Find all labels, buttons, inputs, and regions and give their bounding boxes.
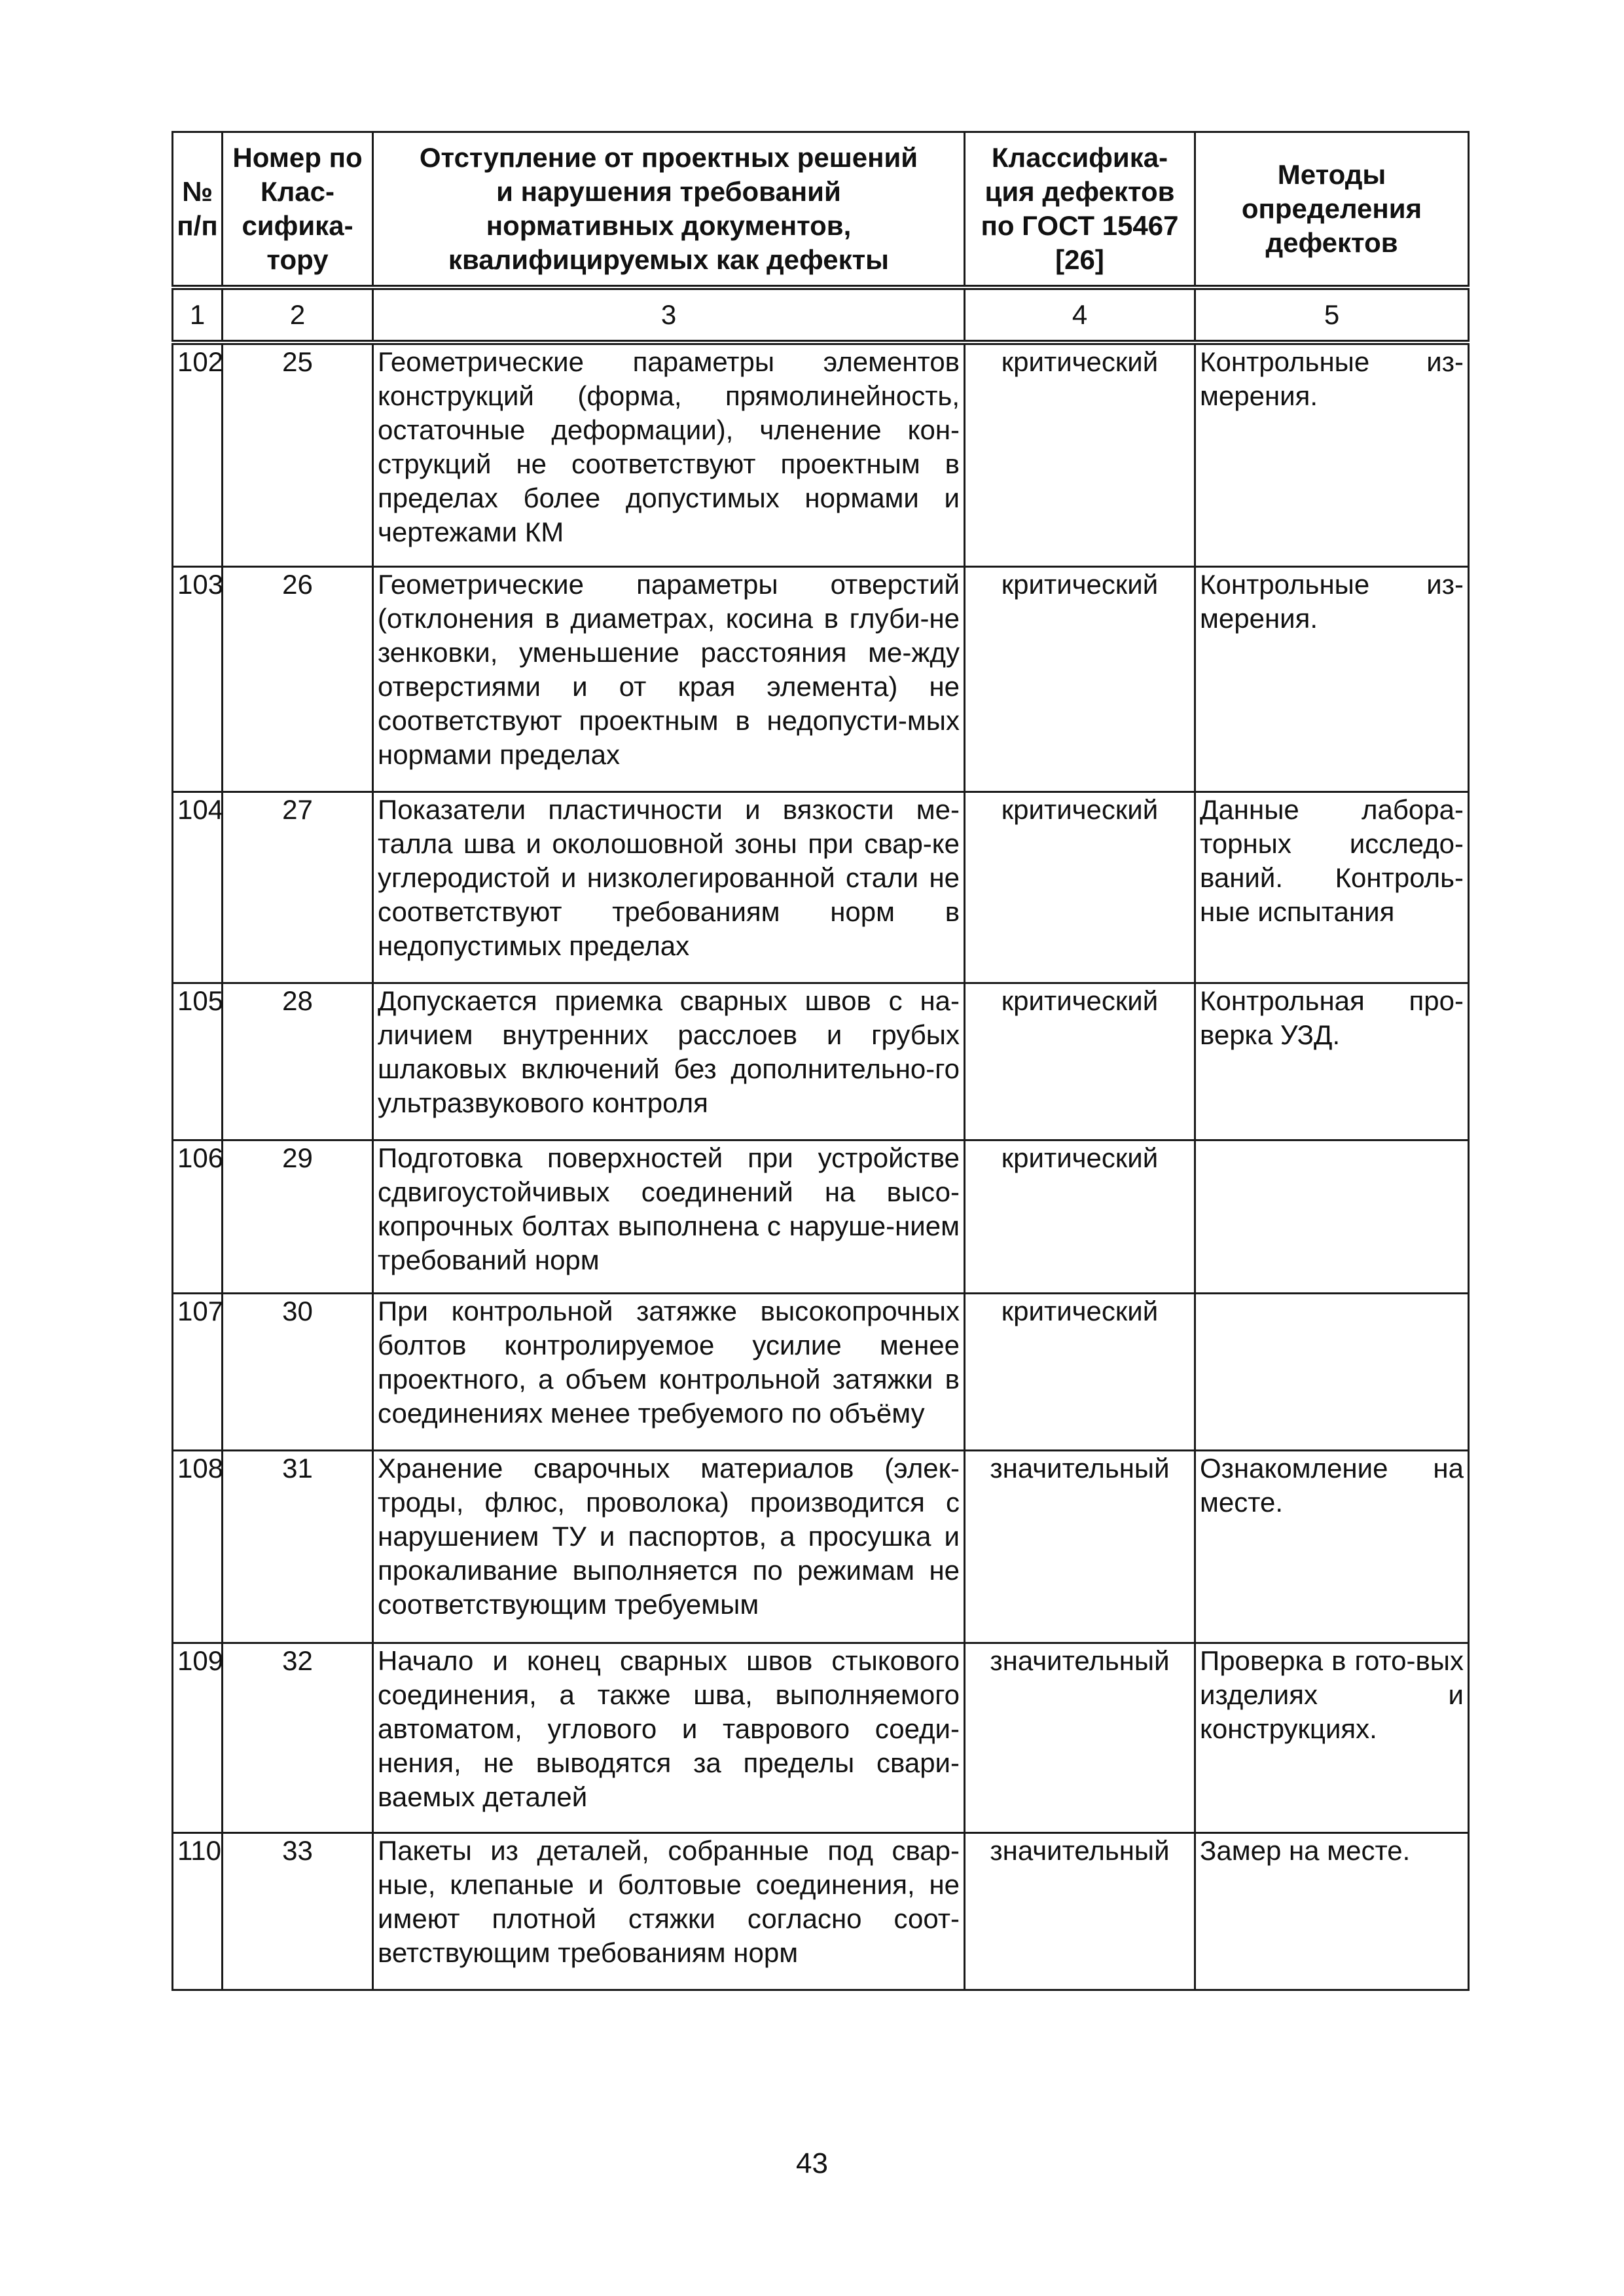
row-index: 106 (173, 1140, 223, 1293)
page-number: 43 (796, 2147, 828, 2179)
header-methods: Методы определения дефектов (1195, 132, 1469, 288)
row-classification: критический (965, 1140, 1195, 1293)
header-classification: Классифика-ция дефектов по ГОСТ 15467 [26] (965, 132, 1195, 288)
row-description: Показатели пластичности и вязкости ме-талла шва и околошовной зоны при свар-ке углеродистой и низколегированной стали не соответствуют требованиям норм в недопустимых пределах (373, 792, 965, 983)
defects-table (171, 131, 1470, 1991)
row-classifier-code: 26 (223, 566, 373, 792)
row-method (1195, 1140, 1469, 1293)
column-number-row (173, 287, 1469, 342)
row-description: Допускается приемка сварных швов с на-личием внутренних расслоев и грубых шлаковых включений без дополнительно-го ультразвукового контроля (373, 983, 965, 1140)
row-classifier-code: 33 (223, 1832, 373, 1990)
header-deviation: Отступление от проектных решений и нарушения требований нормативных документов, квалифицируемых как дефекты (373, 132, 965, 288)
row-method (1195, 1293, 1469, 1450)
table-body (173, 342, 1469, 1990)
row-classifier-code: 30 (223, 1293, 373, 1450)
column-number: 4 (965, 287, 1195, 342)
column-number: 5 (1195, 287, 1469, 342)
column-number: 2 (223, 287, 373, 342)
row-method: Замер на месте. (1195, 1832, 1469, 1990)
row-method: Контрольные из-мерения. (1195, 342, 1469, 566)
row-index: 110 (173, 1832, 223, 1990)
row-classifier-code: 28 (223, 983, 373, 1140)
row-index: 108 (173, 1450, 223, 1643)
row-index: 109 (173, 1643, 223, 1832)
row-classification: критический (965, 566, 1195, 792)
row-classifier-code: 29 (223, 1140, 373, 1293)
table-row (173, 1643, 1469, 1832)
row-description: Геометрические параметры элементов конструкций (форма, прямолинейность, остаточные деформации), членение кон-струкций не соответствуют проектным в пределах более допустимых нормами и чертежами КМ (373, 342, 965, 566)
row-classification: значительный (965, 1832, 1195, 1990)
row-method: Контрольные из-мерения. (1195, 566, 1469, 792)
row-description: Начало и конец сварных швов стыкового соединения, а также шва, выполняемого автоматом, углового и таврового соеди-нения, не выводятся за пределы свари-ваемых деталей (373, 1643, 965, 1832)
column-number: 1 (173, 287, 223, 342)
header-index: № п/п (173, 132, 223, 288)
row-index: 102 (173, 342, 223, 566)
header-classifier-number: Номер по Клас-сифика-тору (223, 132, 373, 288)
row-method: Данные лабора-торных исследо-ваний. Контроль-ные испытания (1195, 792, 1469, 983)
row-classification: критический (965, 342, 1195, 566)
row-classifier-code: 32 (223, 1643, 373, 1832)
row-index: 107 (173, 1293, 223, 1450)
table-row (173, 1832, 1469, 1990)
row-method: Ознакомление на месте. (1195, 1450, 1469, 1643)
table-row (173, 1293, 1469, 1450)
table-row (173, 983, 1469, 1140)
row-index: 105 (173, 983, 223, 1140)
row-classifier-code: 27 (223, 792, 373, 983)
row-description: Пакеты из деталей, собранные под свар-ные, клепаные и болтовые соединения, не имеют плотной стяжки согласно соот-ветствующим требованиям норм (373, 1832, 965, 1990)
table-row (173, 792, 1469, 983)
row-method: Проверка в гото-вых изделиях и конструкциях. (1195, 1643, 1469, 1832)
row-classification: значительный (965, 1643, 1195, 1832)
table-row (173, 342, 1469, 566)
table-header-row (173, 132, 1469, 288)
row-classification: критический (965, 1293, 1195, 1450)
row-classification: критический (965, 983, 1195, 1140)
column-number: 3 (373, 287, 965, 342)
row-description: Геометрические параметры отверстий (отклонения в диаметрах, косина в глуби-не зенковки, уменьшение расстояния ме-жду отверстиями и от края элемента) не соответствуют проектным в недопусти-мых нормами пределах (373, 566, 965, 792)
row-description: При контрольной затяжке высокопрочных болтов контролируемое усилие менее проектного, а объем контрольной затяжки в соединениях менее требуемого по объёму (373, 1293, 965, 1450)
row-classification: критический (965, 792, 1195, 983)
row-method: Контрольная про-верка УЗД. (1195, 983, 1469, 1140)
page-sheet (171, 131, 1468, 1991)
table-row (173, 1450, 1469, 1643)
table-row (173, 1140, 1469, 1293)
row-index: 103 (173, 566, 223, 792)
row-description: Хранение сварочных материалов (элек-троды, флюс, проволока) производится с нарушением ТУ и паспортов, а просушка и прокаливание выполняется по режимам не соответствующим требуемым (373, 1450, 965, 1643)
row-description: Подготовка поверхностей при устройстве сдвигоустойчивых соединений на высо-копрочных болтах выполнена с наруше-нием требований норм (373, 1140, 965, 1293)
row-classifier-code: 25 (223, 342, 373, 566)
row-classifier-code: 31 (223, 1450, 373, 1643)
row-classification: значительный (965, 1450, 1195, 1643)
row-index: 104 (173, 792, 223, 983)
table-row (173, 566, 1469, 792)
